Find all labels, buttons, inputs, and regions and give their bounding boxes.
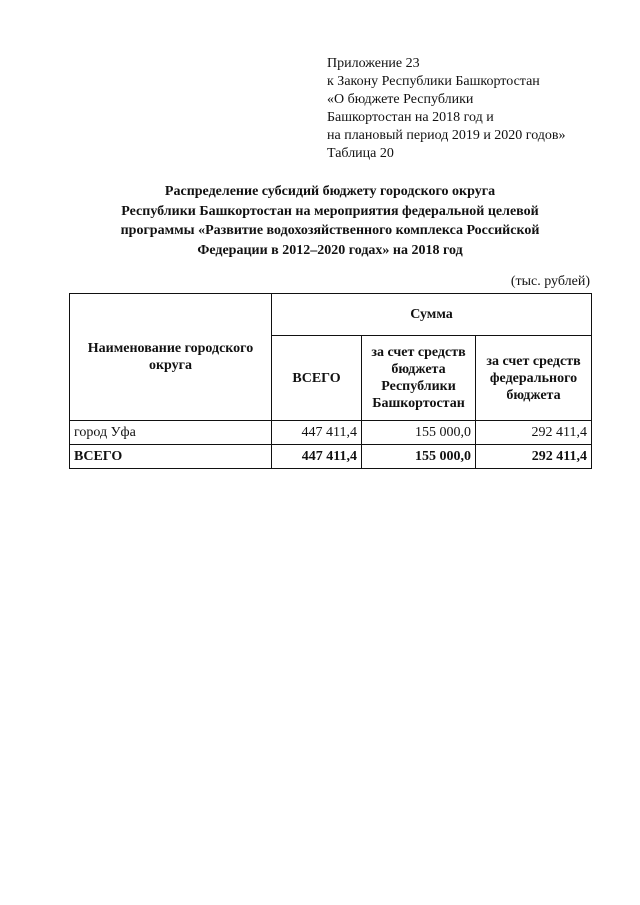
total-total: 447 411,4 bbox=[272, 445, 362, 469]
header-name: Наименование городского округа bbox=[70, 294, 272, 421]
appendix-header bbox=[327, 55, 566, 163]
header-federal: за счет средств федерального бюджета bbox=[476, 336, 592, 421]
row-regional: 155 000,0 bbox=[362, 421, 476, 445]
appendix-law-ref: к Закону Республики Башкортостан bbox=[327, 74, 540, 89]
appendix-law-title-3: на плановый период 2019 и 2020 годов» bbox=[327, 128, 566, 143]
table-number: Таблица 20 bbox=[327, 146, 394, 161]
appendix-number: Приложение 23 bbox=[327, 56, 420, 71]
table-row bbox=[70, 421, 592, 445]
header-row-1 bbox=[70, 294, 592, 336]
subsidy-table bbox=[69, 293, 592, 469]
title-line-2: Республики Башкортостан на мероприятия федеральной целевой bbox=[121, 203, 539, 219]
appendix-law-title-1: «О бюджете Республики bbox=[327, 92, 474, 107]
appendix-law-title-2: Башкортостан на 2018 год и bbox=[327, 110, 494, 125]
title-line-1: Распределение субсидий бюджету городского округа bbox=[164, 184, 496, 199]
row-total: 447 411,4 bbox=[272, 421, 362, 445]
header-total: ВСЕГО bbox=[272, 336, 362, 421]
header-sum: Сумма bbox=[272, 294, 592, 336]
title-line-3: программы «Развитие водохозяйственного комплекса Российской bbox=[120, 223, 540, 238]
total-regional: 155 000,0 bbox=[362, 445, 476, 469]
header-regional: за счет средств бюджета Республики Башкортостан bbox=[362, 336, 476, 421]
row-name: город Уфа bbox=[70, 421, 272, 445]
row-federal: 292 411,4 bbox=[476, 421, 592, 445]
total-name: ВСЕГО bbox=[70, 445, 272, 469]
total-federal: 292 411,4 bbox=[476, 445, 592, 469]
total-row bbox=[70, 445, 592, 469]
title-line-4: Федерации в 2012–2020 годах» на 2018 год bbox=[197, 242, 463, 258]
units-label: (тыс. рублей) bbox=[510, 274, 590, 289]
document-title bbox=[70, 182, 590, 260]
